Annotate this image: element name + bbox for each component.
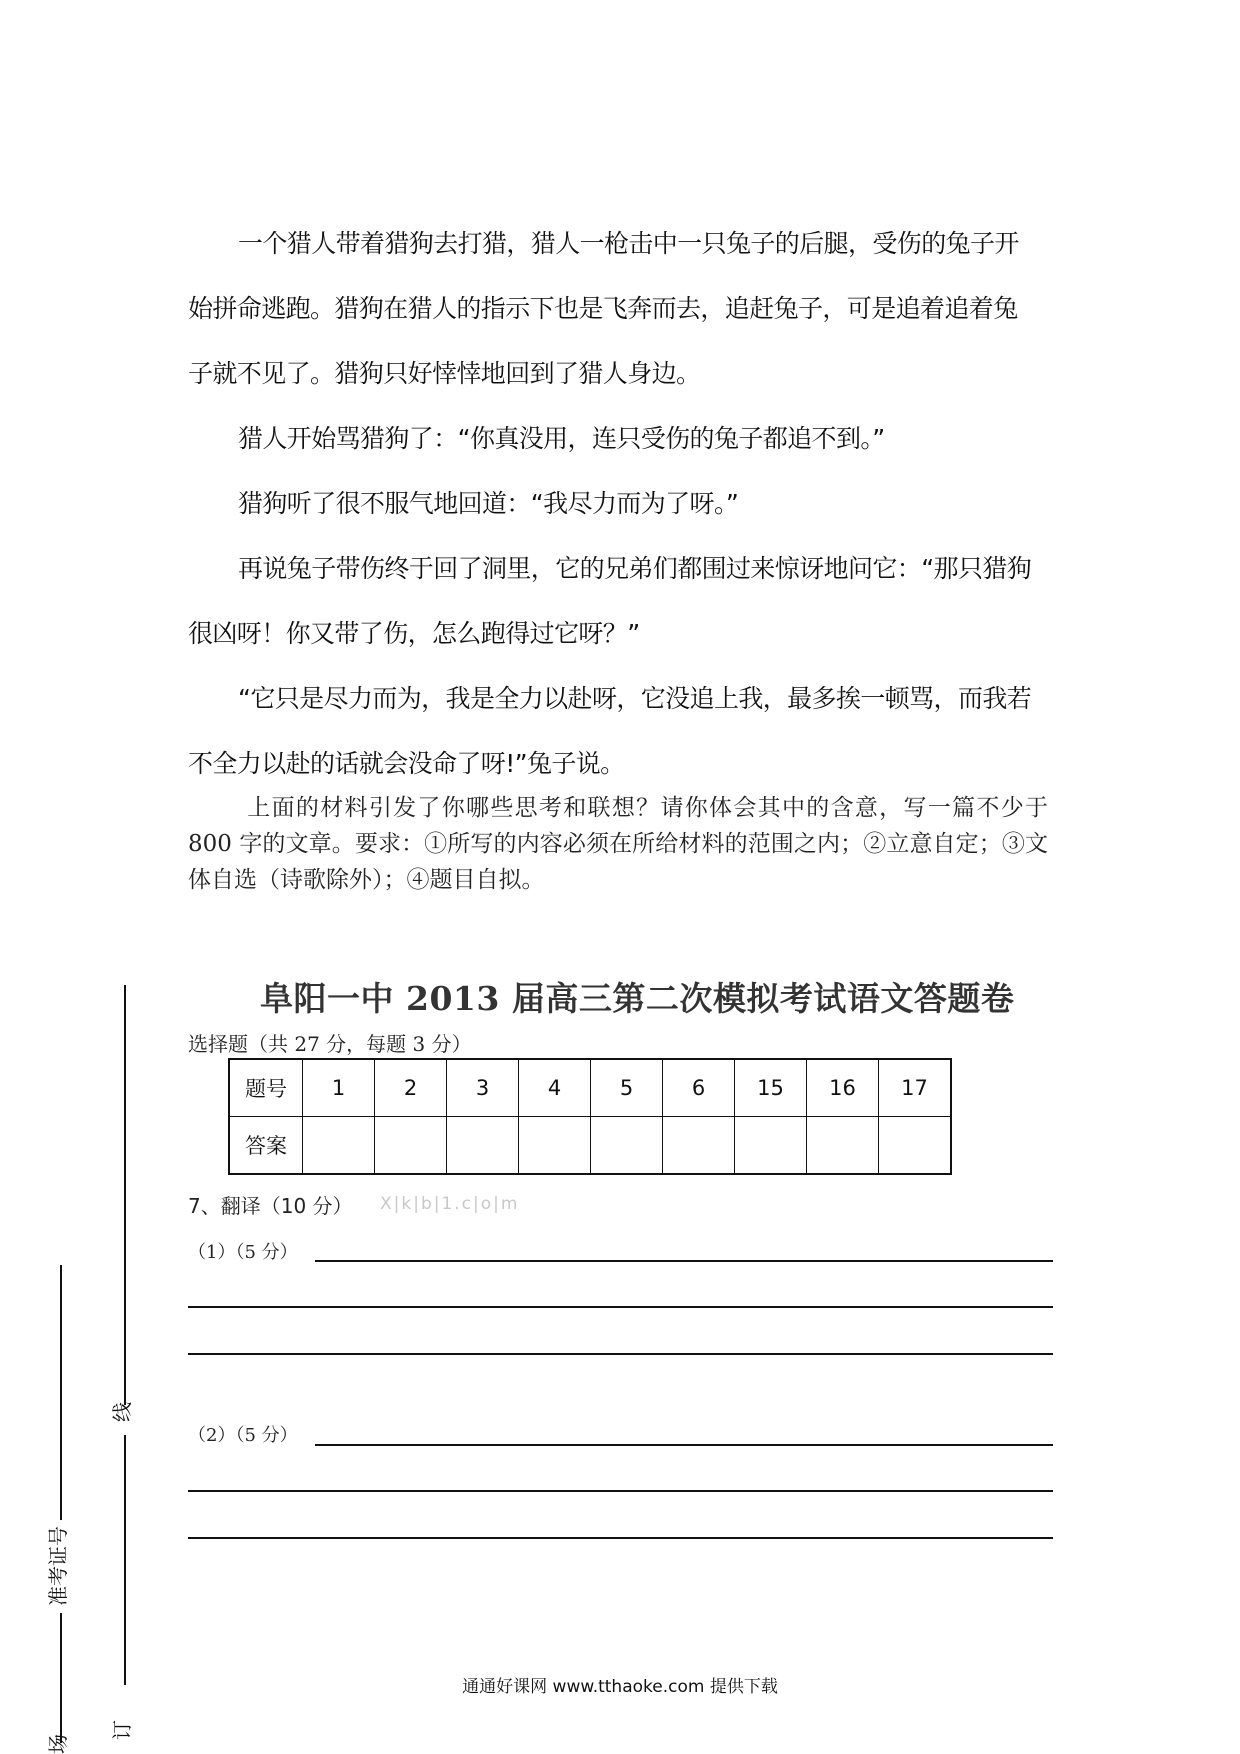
answer-cell[interactable] [879, 1117, 952, 1175]
answer-line[interactable] [188, 1306, 1053, 1308]
exam-id-label: 准考证号 [46, 1526, 70, 1606]
question-number: 5 [591, 1059, 663, 1117]
table-row-numbers [229, 1059, 951, 1117]
essay-prompt [188, 790, 1048, 898]
answer-cell[interactable] [519, 1117, 591, 1175]
answer-cell[interactable] [591, 1117, 663, 1175]
answer-cell[interactable] [735, 1117, 807, 1175]
translation-2-label: （2）（5 分） [188, 1425, 298, 1446]
answer-sheet-title: 阜阳一中 2013 届高三第二次模拟考试语文答题卷 [260, 979, 1015, 1018]
answer-cell[interactable] [663, 1117, 735, 1175]
answer-cell[interactable] [303, 1117, 375, 1175]
answer-line[interactable] [315, 1444, 1053, 1446]
story-line: 猎人开始骂猎狗了：“你真没用，连只受伤的兔子都追不到。” [238, 424, 885, 453]
story-line: 一个猎人带着猎狗去打猎，猎人一枪击中一只兔子的后腿，受伤的兔子开 [238, 229, 1019, 258]
question-number: 4 [519, 1059, 591, 1117]
answer-line[interactable] [315, 1260, 1053, 1262]
story-line: “它只是尽力而为，我是全力以赴呀，它没追上我，最多挨一顿骂，而我若 [238, 684, 1032, 713]
answer-line[interactable] [188, 1490, 1053, 1492]
question-number: 15 [735, 1059, 807, 1117]
binding-line [124, 985, 126, 1405]
table-header-answer: 答案 [229, 1117, 303, 1175]
table-row-answers [229, 1117, 951, 1175]
answer-cell[interactable] [807, 1117, 879, 1175]
essay-prompt-text: 上面的材料引发了你哪些思考和联想？请你体会其中的含意，写一篇不少于 800 字的文章。要求：①所写的内容必须在所给材料的范围之内；②立意自定；③文体自选（诗歌除外）；④题目自拟。 [188, 795, 1048, 893]
story-line: 很凶呀！你又带了伤，怎么跑得过它呀？” [188, 619, 640, 648]
question-number: 3 [447, 1059, 519, 1117]
binding-line [124, 1435, 126, 1685]
story-line: 再说兔子带伤终于回了洞里，它的兄弟们都围过来惊讶地问它：“那只猎狗 [238, 554, 1032, 583]
question-number: 2 [375, 1059, 447, 1117]
question-number: 6 [663, 1059, 735, 1117]
story-line: 始拼命逃跑。猎狗在猎人的指示下也是飞奔而去，追赶兔子，可是追着追着兔 [188, 294, 1018, 323]
answer-line[interactable] [188, 1353, 1053, 1355]
question-number: 17 [879, 1059, 952, 1117]
answer-cell[interactable] [375, 1117, 447, 1175]
exam-id-line [60, 1265, 62, 1520]
story-line: 子就不见了。猎狗只好悻悻地回到了猎人身边。 [188, 359, 701, 388]
answer-table [228, 1058, 952, 1175]
table-header-question-number: 题号 [229, 1059, 303, 1117]
watermark: X|k|b|1.c|o|m [380, 1194, 520, 1214]
binding-line-label: 线 [110, 1402, 134, 1422]
story-line: 不全力以赴的话就会没命了呀!”兔子说。 [188, 749, 625, 778]
answer-line[interactable] [188, 1537, 1053, 1539]
choice-section-label: 选择题（共 27 分，每题 3 分） [188, 1032, 472, 1056]
story-line: 猎狗听了很不服气地回道：“我尽力而为了呀。” [238, 489, 739, 518]
footer-credit: 通通好课网 www.tthaoke.com 提供下载 [462, 1677, 778, 1697]
translation-1-label: （1）（5 分） [188, 1242, 298, 1263]
translation-section-label: 7、翻译（10 分） [188, 1194, 353, 1218]
answer-cell[interactable] [447, 1117, 519, 1175]
exam-room-label: 场 [46, 1734, 70, 1754]
question-number: 1 [303, 1059, 375, 1117]
binding-bind-label: 订 [110, 1720, 134, 1740]
question-number: 16 [807, 1059, 879, 1117]
